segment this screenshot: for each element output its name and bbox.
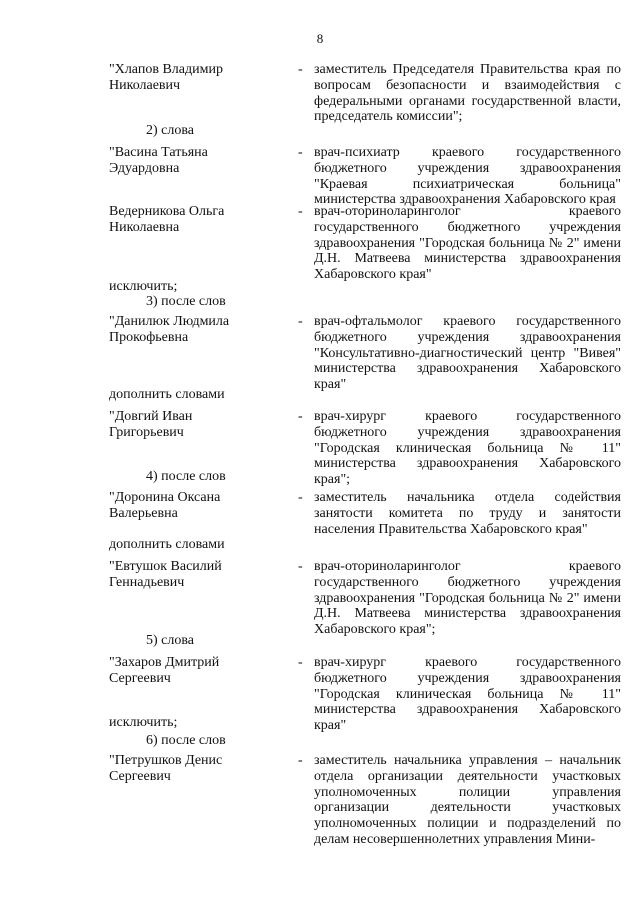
- person-position: врач-офтальмолог краевого государственного бюджетного учреждения здравоохранения "Консультативно-диагностический центр "Вивея" министерства здравоохранения Хабаровского края": [314, 314, 621, 393]
- person-name: "Захаров Дмитрий Сергеевич: [109, 655, 220, 686]
- person-position: заместитель начальника управления – начальник отдела организации деятельности участковых уполномоченных полиции управления организации деятельности участковых уполномоченных полиции и подразделений по делам несовершеннолетних управления Мини-: [314, 753, 621, 847]
- person-name: Ведерникова Ольга Николаевна: [109, 204, 225, 235]
- dash: -: [298, 314, 303, 329]
- dash: -: [298, 409, 303, 424]
- instruction-note: дополнить словами: [109, 387, 225, 402]
- person-position: врач-хирург краевого государственного бюджетного учреждения здравоохранения "Городская клиническая больница № 11" министерства здравоохранения Хабаровского края": [314, 655, 621, 734]
- person-name: "Довгий Иван Григорьевич: [109, 409, 193, 440]
- person-position: заместитель начальника отдела содействия занятости комитета по труду и занятости населения Правительства Хабаровского края": [314, 490, 621, 537]
- instruction-note: 6) после слов: [146, 733, 226, 748]
- person-position: врач-психиатр краевого государственного бюджетного учреждения здравоохранения "Краевая психиатрическая больница" министерства здравоохранения Хабаровского края: [314, 145, 621, 208]
- dash: -: [298, 204, 303, 219]
- instruction-note: 5) слова: [146, 633, 195, 648]
- dash: -: [298, 490, 303, 505]
- person-position: заместитель Председателя Правительства края по вопросам безопасности и взаимодействия с федеральными органами государственной власти, председатель комиссии";: [314, 62, 621, 125]
- dash: -: [298, 559, 303, 574]
- person-position: врач-оториноларинголог краевого государственного бюджетного учреждения здравоохранения "Городская больница № 2" имени Д.Н. Матвеева министерства здравоохранения Хабаровского края": [314, 204, 621, 283]
- instruction-note: 4) после слов: [146, 469, 226, 484]
- dash: -: [298, 655, 303, 670]
- instruction-note: исключить;: [109, 279, 178, 294]
- instruction-note: дополнить словами: [109, 537, 225, 552]
- person-name: "Доронина Оксана Валерьевна: [109, 490, 221, 521]
- instruction-note: 3) после слов: [146, 294, 226, 309]
- person-position: врач-хирург краевого государственного бюджетного учреждения здравоохранения "Городская клиническая больница № 11" министерства здравоохранения Хабаровского края";: [314, 409, 621, 488]
- instruction-note: исключить;: [109, 715, 178, 730]
- person-name: "Петрушков Денис Сергеевич: [109, 753, 223, 784]
- dash: -: [298, 753, 303, 768]
- dash: -: [298, 145, 303, 160]
- person-name: "Хлапов Владимир Николаевич: [109, 62, 223, 93]
- person-position: врач-оториноларинголог краевого государственного бюджетного учреждения здравоохранения "Городская больница № 2" имени Д.Н. Матвеева министерства здравоохранения Хабаровского края";: [314, 559, 621, 638]
- person-name: "Данилюк Людмила Прокофьевна: [109, 314, 230, 345]
- person-name: "Евтушок Василий Геннадьевич: [109, 559, 222, 590]
- dash: -: [298, 62, 303, 77]
- instruction-note: 2) слова: [146, 123, 195, 138]
- page-number: 8: [316, 31, 324, 46]
- person-name: "Васина Татьяна Эдуардовна: [109, 145, 208, 176]
